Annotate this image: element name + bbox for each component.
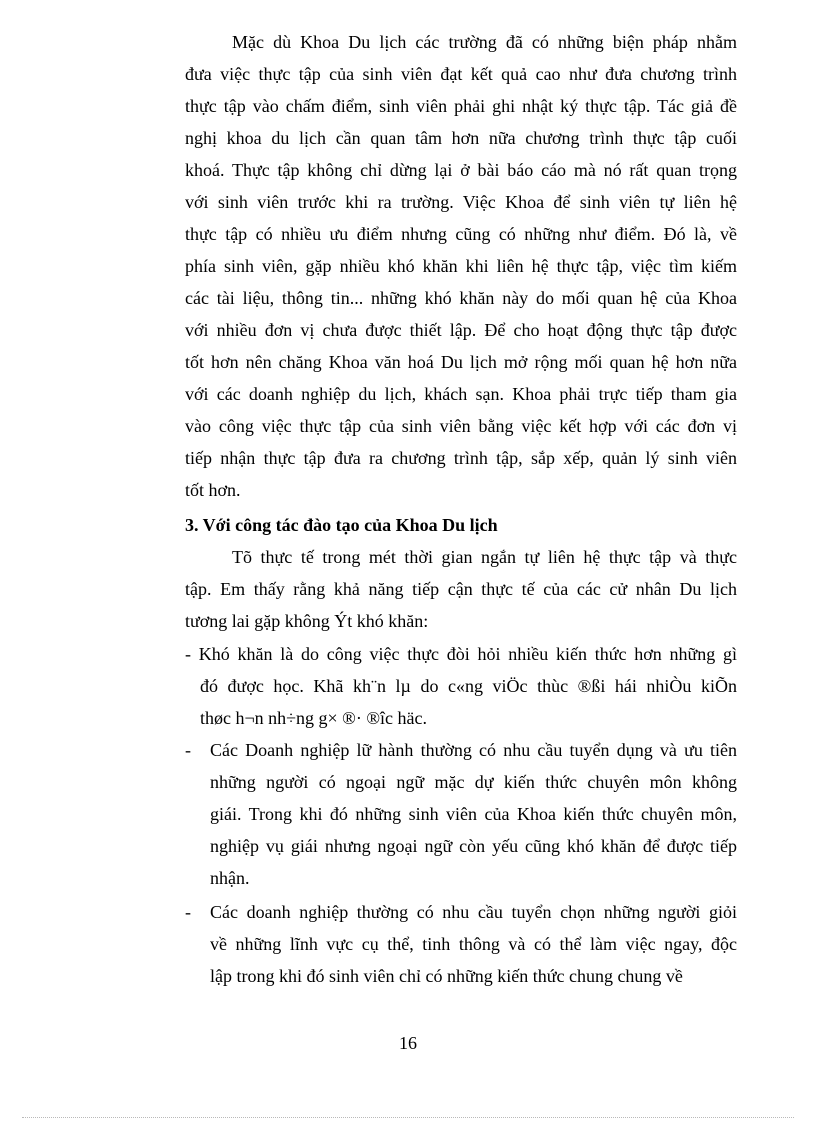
paragraph-line: nghị khoa du lịch cần quan tâm hơn nữa chương trình thực tập cuối xyxy=(185,128,737,148)
list-bullet: - xyxy=(185,902,191,922)
paragraph-line: các tài liệu, thông tin... những khó khăn này do mối quan hệ của Khoa xyxy=(185,288,737,308)
list-item-line: đó được học. Khã kh¨n lµ do c«ng viÖc thùc ®ßi hái nhiÒu kiÕn xyxy=(200,676,737,696)
page-bottom-divider xyxy=(22,1117,794,1118)
list-item-line: - Khó khăn là do công việc thực đòi hỏi nhiều kiến thức hơn những gì xyxy=(185,644,737,664)
paragraph-line: Mặc dù Khoa Du lịch các trường đã có những biện pháp nhằm xyxy=(232,32,737,52)
list-item-line: Các Doanh nghiệp lữ hành thường có nhu cầu tuyển dụng và ưu tiên xyxy=(210,740,737,760)
paragraph-line: tiếp nhận thực tập đưa ra chương trình tập, sắp xếp, quản lý sinh viên xyxy=(185,448,737,468)
paragraph-line: tốt hơn nên chăng Khoa văn hoá Du lịch mở rộng mối quan hệ hơn nữa xyxy=(185,352,737,372)
list-item-line: về những lĩnh vực cụ thể, tinh thông và có thể làm việc ngay, độc xyxy=(210,934,737,954)
paragraph-line: với sinh viên trước khi ra trường. Việc Khoa để sinh viên tự liên hệ xyxy=(185,192,737,212)
paragraph-line: Tõ thực tế trong mét thời gian ngắn tự liên hệ thực tập và thực xyxy=(232,547,737,567)
list-item-line: những người có ngoại ngữ mặc dự kiến thức chuyên môn không xyxy=(210,772,737,792)
paragraph-line: với nhiều đơn vị chưa được thiết lập. Để cho hoạt động thực tập được xyxy=(185,320,737,340)
paragraph-line: phía sinh viên, gặp nhiều khó khăn khi liên hệ thực tập, việc tìm kiếm xyxy=(185,256,737,276)
list-item-line: lập trong khi đó sinh viên chỉ có những kiến thức chung chung về xyxy=(210,966,683,986)
list-item-line: thøc h¬n nh÷ng g× ®· ®îc häc. xyxy=(200,708,427,728)
paragraph-line: tập. Em thấy rằng khả năng tiếp cận thực tế của các cử nhân Du lịch xyxy=(185,579,737,599)
list-item-line: Các doanh nghiệp thường có nhu cầu tuyển chọn những người giỏi xyxy=(210,902,737,922)
paragraph-line: vào công việc thực tập của sinh viên bằng việc kết hợp với các đơn vị xyxy=(185,416,737,436)
paragraph-line: tương lai gặp không Ýt khó khăn: xyxy=(185,611,429,631)
list-item-line: giái. Trong khi đó những sinh viên của Khoa kiến thức chuyên môn, xyxy=(210,804,737,824)
paragraph-line: thực tập vào chấm điểm, sinh viên phải ghi nhật ký thực tập. Tác giả đề xyxy=(185,96,737,116)
section-heading: 3. Với công tác đào tạo của Khoa Du lịch xyxy=(185,515,498,535)
paragraph-line: tốt hơn. xyxy=(185,480,241,500)
page-number: 16 xyxy=(399,1033,417,1053)
list-bullet: - xyxy=(185,740,191,760)
paragraph-line: với các doanh nghiệp du lịch, khách sạn. Khoa phải trực tiếp tham gia xyxy=(185,384,737,404)
list-item-line: nghiệp vụ giái nhưng ngoại ngữ còn yếu cũng khó khăn để được tiếp xyxy=(210,836,737,856)
paragraph-line: khoá. Thực tập không chỉ dừng lại ở bài báo cáo mà nó rất quan trọng xyxy=(185,160,737,180)
paragraph-line: thực tập có nhiều ưu điểm nhưng cũng có những như điểm. Đó là, về xyxy=(185,224,737,244)
list-item-line: nhận. xyxy=(210,868,250,888)
paragraph-line: đưa việc thực tập của sinh viên đạt kết quả cao như đưa chương trình xyxy=(185,64,737,84)
